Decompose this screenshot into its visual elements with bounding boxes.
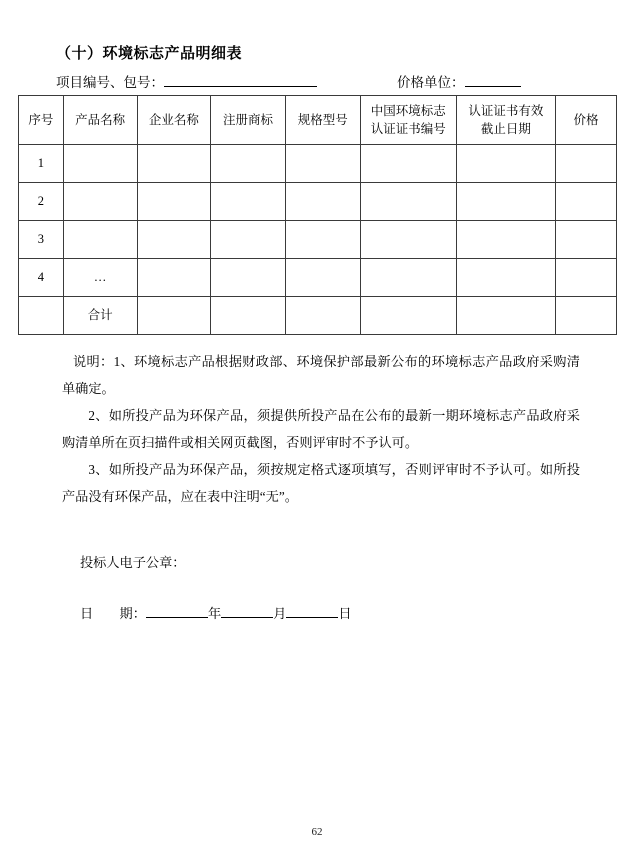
header-line-1: 产品名称 — [75, 112, 126, 127]
cell-certificate-number[interactable] — [360, 297, 456, 335]
cell-serial-no: 3 — [19, 221, 64, 259]
cell-trademark[interactable] — [211, 221, 286, 259]
cell-trademark[interactable] — [211, 259, 286, 297]
cell-model[interactable] — [285, 259, 360, 297]
date-label: 日 期： — [80, 606, 146, 621]
cell-serial-no: 2 — [19, 183, 64, 221]
column-header-price — [556, 96, 617, 145]
cell-model[interactable] — [285, 221, 360, 259]
cell-certificate-number[interactable] — [360, 183, 456, 221]
cell-price[interactable] — [556, 221, 617, 259]
cell-product-name[interactable] — [63, 145, 137, 183]
cell-certificate-number[interactable] — [360, 221, 456, 259]
environmental-label-product-table-wrapper — [18, 95, 617, 335]
header-line-1: 企业名称 — [148, 112, 199, 127]
header-line-2: 截止日期 — [480, 122, 531, 136]
table-row — [19, 183, 617, 221]
cell-model[interactable] — [285, 183, 360, 221]
project-number-field[interactable] — [56, 71, 317, 91]
column-header-company-name — [137, 96, 211, 145]
cell-price[interactable] — [556, 183, 617, 221]
column-header-certificate-number — [360, 96, 456, 145]
cell-trademark[interactable] — [211, 183, 286, 221]
cell-certificate-expiry[interactable] — [456, 297, 555, 335]
notes-section — [62, 348, 580, 510]
cell-model[interactable] — [285, 297, 360, 335]
page-title: （十）环境标志产品明细表 — [56, 46, 243, 62]
table-row — [19, 221, 617, 259]
cell-price[interactable] — [556, 145, 617, 183]
table-row — [19, 145, 617, 183]
cell-certificate-expiry[interactable] — [456, 221, 555, 259]
cell-total-price[interactable] — [556, 297, 617, 335]
price-unit-field[interactable] — [397, 71, 521, 91]
cell-company-name[interactable] — [137, 221, 211, 259]
note-item-2: 2、如所投产品为环保产品，须提供所投产品在公布的最新一期环境标志产品政府采购清单所在页扫描件或相关网页截图，否则评审时不予认可。 — [62, 408, 580, 450]
note-item-1: 说明：1、环境标志产品根据财政部、环境保护部最新公布的环境标志产品政府采购清单确定。 — [62, 354, 580, 396]
bidder-seal-label: 投标人电子公章： — [80, 555, 186, 570]
cell-total-label: 合计 — [63, 297, 137, 335]
cell-company-name[interactable] — [137, 183, 211, 221]
cell-certificate-expiry[interactable] — [456, 183, 555, 221]
header-line-2: 认证证书编号 — [370, 122, 446, 136]
date-month-unit: 月 — [273, 606, 287, 621]
header-line-1: 规格型号 — [297, 112, 348, 127]
cell-certificate-expiry[interactable] — [456, 145, 555, 183]
date-year-unit: 年 — [207, 606, 222, 621]
cell-product-name[interactable] — [63, 183, 137, 221]
cell-company-name[interactable] — [137, 297, 211, 335]
header-line-1: 认证证书有效 — [468, 103, 544, 118]
cell-serial-no: 4 — [19, 259, 64, 297]
cell-price[interactable] — [556, 259, 617, 297]
note-item-3: 3、如所投产品为环保产品，须按规定格式逐项填写，否则评审时不予认可。如所投产品没有环保产品，应在表中注明“无”。 — [62, 462, 580, 504]
column-header-certificate-expiry — [456, 96, 555, 145]
date-month-blank[interactable] — [221, 604, 273, 618]
project-number-blank[interactable] — [164, 73, 317, 87]
column-header-model — [285, 96, 360, 145]
date-day-blank[interactable] — [286, 604, 338, 618]
price-unit-label: 价格单位： — [397, 75, 465, 90]
cell-trademark[interactable] — [211, 145, 286, 183]
page-number: 62 — [311, 826, 323, 838]
cell-certificate-expiry[interactable] — [456, 259, 555, 297]
cell-certificate-number[interactable] — [360, 145, 456, 183]
table-row — [19, 259, 617, 297]
header-line-1: 中国环境标志 — [370, 103, 446, 118]
cell-serial-no — [19, 297, 64, 335]
header-line-1: 序号 — [28, 112, 54, 127]
column-header-product-name — [63, 96, 137, 145]
form-header-line — [56, 71, 578, 91]
cell-serial-no: 1 — [19, 145, 64, 183]
cell-product-name[interactable] — [63, 221, 137, 259]
column-header-trademark — [211, 96, 286, 145]
table-header-row — [19, 96, 617, 145]
cell-company-name[interactable] — [137, 259, 211, 297]
header-line-1: 注册商标 — [223, 112, 274, 127]
column-header-serial-no — [19, 96, 64, 145]
cell-certificate-number[interactable] — [360, 259, 456, 297]
cell-product-name[interactable]: … — [63, 259, 137, 297]
cell-model[interactable] — [285, 145, 360, 183]
price-unit-blank[interactable] — [465, 73, 521, 87]
cell-company-name[interactable] — [137, 145, 211, 183]
environmental-label-product-table — [18, 95, 617, 335]
header-line-1: 价格 — [573, 112, 599, 127]
project-number-label: 项目编号、包号： — [56, 75, 164, 90]
date-line — [80, 603, 352, 622]
table-total-row — [19, 297, 617, 335]
date-day-unit: 日 — [338, 606, 352, 621]
cell-trademark[interactable] — [211, 297, 286, 335]
date-year-blank[interactable] — [146, 604, 208, 618]
